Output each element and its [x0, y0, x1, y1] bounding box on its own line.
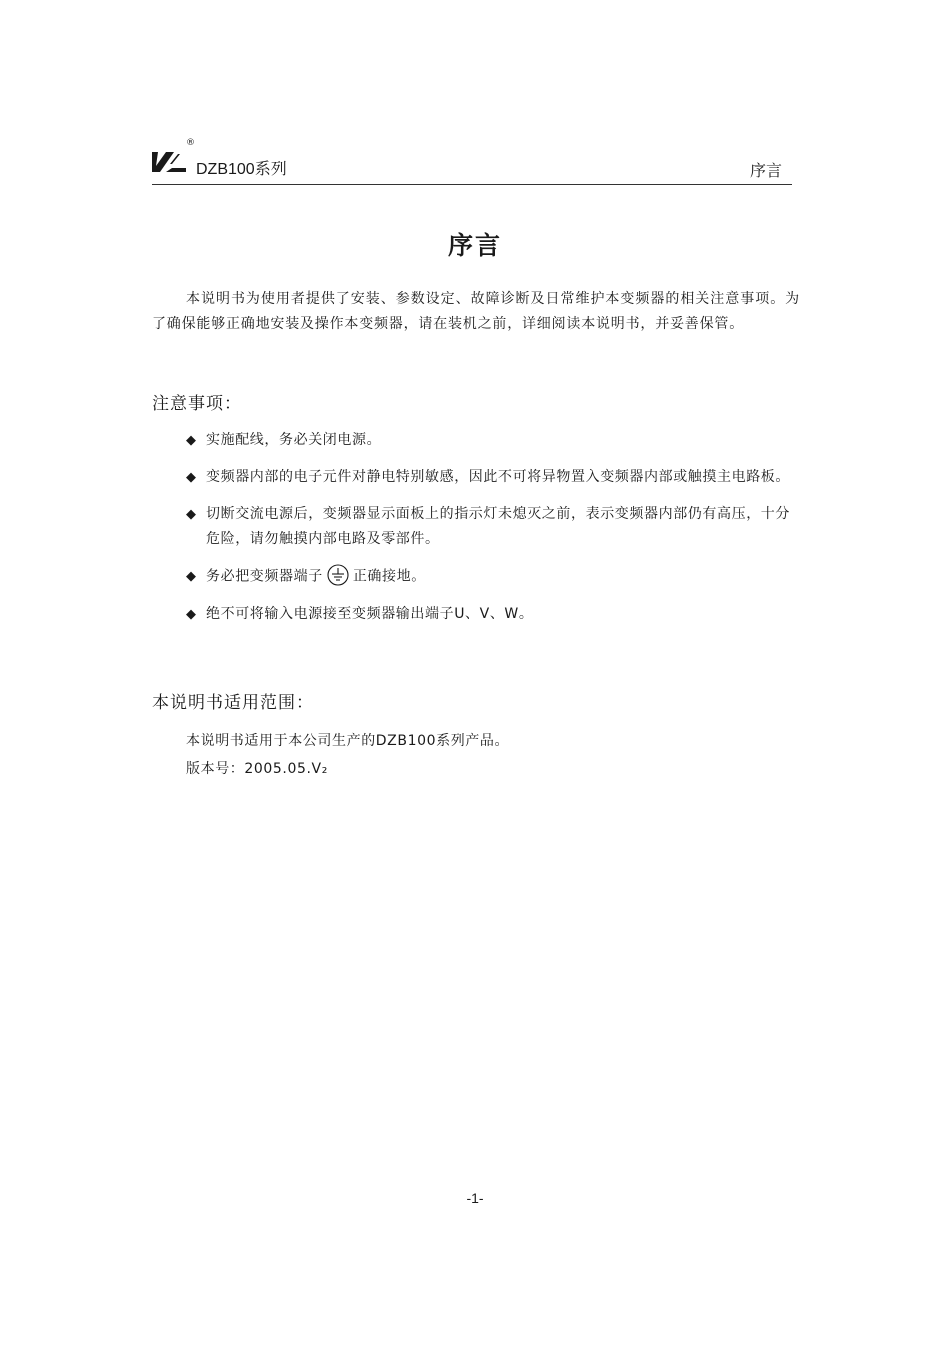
intro-paragraph: 本说明书为使用者提供了安装、参数设定、故障诊断及日常维护本变频器的相关注意事项。为了确保能够正确地安装及操作本变频器，请在装机之前，详细阅读本说明书，并妥善保管。 [152, 291, 800, 332]
section-name: 序言 [749, 161, 782, 180]
notice-item [186, 428, 798, 453]
company-logo-icon [152, 150, 186, 174]
bullet-diamond-icon: ◆ [186, 470, 197, 485]
notice-item-text: 变频器内部的电子元件对静电特别敏感，因此不可将异物置入变频器内部或触摸主电路板。 [206, 469, 790, 485]
page-title: 序言 [447, 231, 502, 260]
ground-terminal-icon [327, 564, 349, 586]
notice-item [186, 465, 798, 490]
notice-item-text: 绝不可将输入电源接至变频器输出端子U、V、W。 [206, 605, 534, 622]
notice-item [186, 564, 798, 590]
registered-mark: ® [186, 138, 195, 148]
bullet-diamond-icon: ◆ [186, 569, 197, 584]
notice-item-text: 切断交流电源后，变频器显示面板上的指示灯未熄灭之前，表示变频器内部仍有高压，十分危险，请勿触摸内部电路及零部件。 [206, 506, 790, 547]
notice-item-text: 实施配线，务必关闭电源。 [206, 432, 382, 448]
notice-item [186, 502, 798, 552]
series-name: DZB100系列 [196, 161, 287, 178]
notice-list [186, 428, 798, 627]
scope-heading: 本说明书适用范围： [152, 693, 314, 713]
scope-body [186, 727, 509, 783]
scope-line: 本说明书适用于本公司生产的DZB100系列产品。 [186, 733, 510, 749]
page-number: -1- [466, 1190, 484, 1206]
notice-item-text: 正确接地。 [352, 568, 426, 585]
notice-heading: 注意事项： [152, 394, 242, 414]
page-header [152, 138, 792, 185]
bullet-diamond-icon: ◆ [186, 507, 197, 522]
bullet-diamond-icon: ◆ [186, 606, 197, 622]
notice-item [186, 602, 798, 627]
bullet-diamond-icon: ◆ [186, 433, 197, 448]
notice-item-text: 务必把变频器端子 [206, 568, 323, 585]
version-line: 版本号：2005.05.V₂ [186, 761, 328, 777]
